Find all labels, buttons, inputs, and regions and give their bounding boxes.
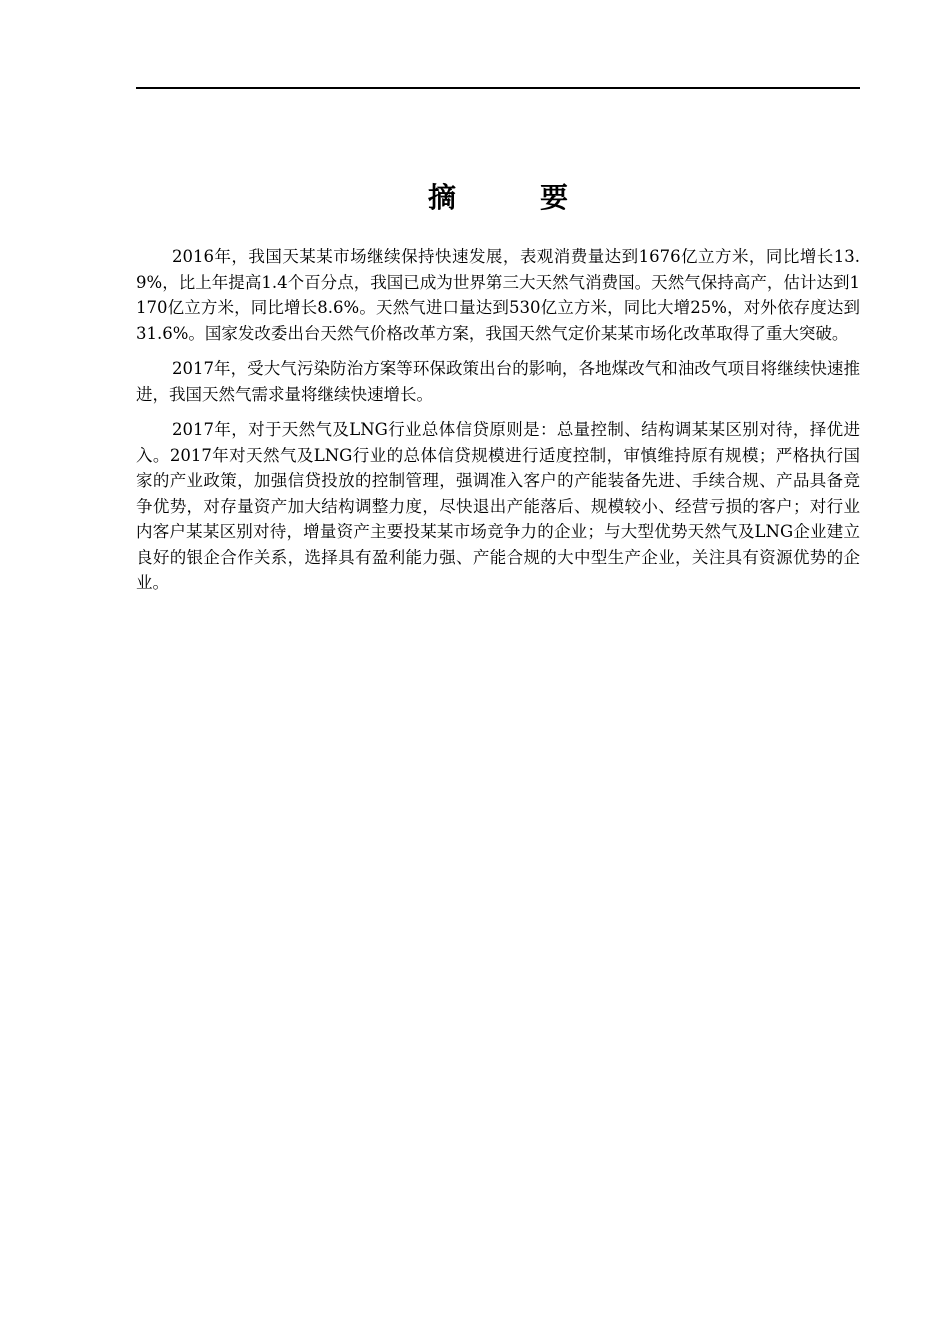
page-title: 摘 要 — [427, 181, 596, 214]
abstract-paragraph-2: 2017年，受大气污染防治方案等环保政策出台的影响，各地煤改气和油改气项目将继续快速推进，我国天然气需求量将继续快速增长。 — [136, 359, 860, 404]
abstract-paragraph-3: 2017年，对于天然气及LNG行业总体信贷原则是：总量控制、结构调某某区别对待，择优进入。2017年对天然气及LNG行业的总体信贷规模进行适度控制，审慎维持原有规模；严格执行国家的产业政策，加强信贷投放的控制管理，强调准入客户的产能装备先进、手续合规、产品具备竞争优势，对存量资产加大结构调整力度，尽快退出产能落后、规模较小、经营亏损的客户；对行业内客户某某区别对待，增量资产主要投某某市场竞争力的企业；与大型优势天然气及LNG企业建立良好的银企合作关系，选择具有盈利能力强、产能合规的大中型生产企业，关注具有资源优势的企业。 — [136, 420, 860, 592]
abstract-body — [136, 244, 860, 606]
header-rule — [136, 87, 860, 89]
abstract-paragraph-1: 2016年，我国天某某市场继续保持快速发展，表观消费量达到1676亿立方米，同比增长13.9%，比上年提高1.4个百分点，我国已成为世界第三大天然气消费国。天然气保持高产，估计达到1170亿立方米，同比增长8.6%。天然气进口量达到530亿立方米，同比大增25%，对外依存度达到31.6%。国家发改委出台天然气价格改革方案，我国天然气定价某某市场化改革取得了重大突破。 — [136, 247, 860, 343]
